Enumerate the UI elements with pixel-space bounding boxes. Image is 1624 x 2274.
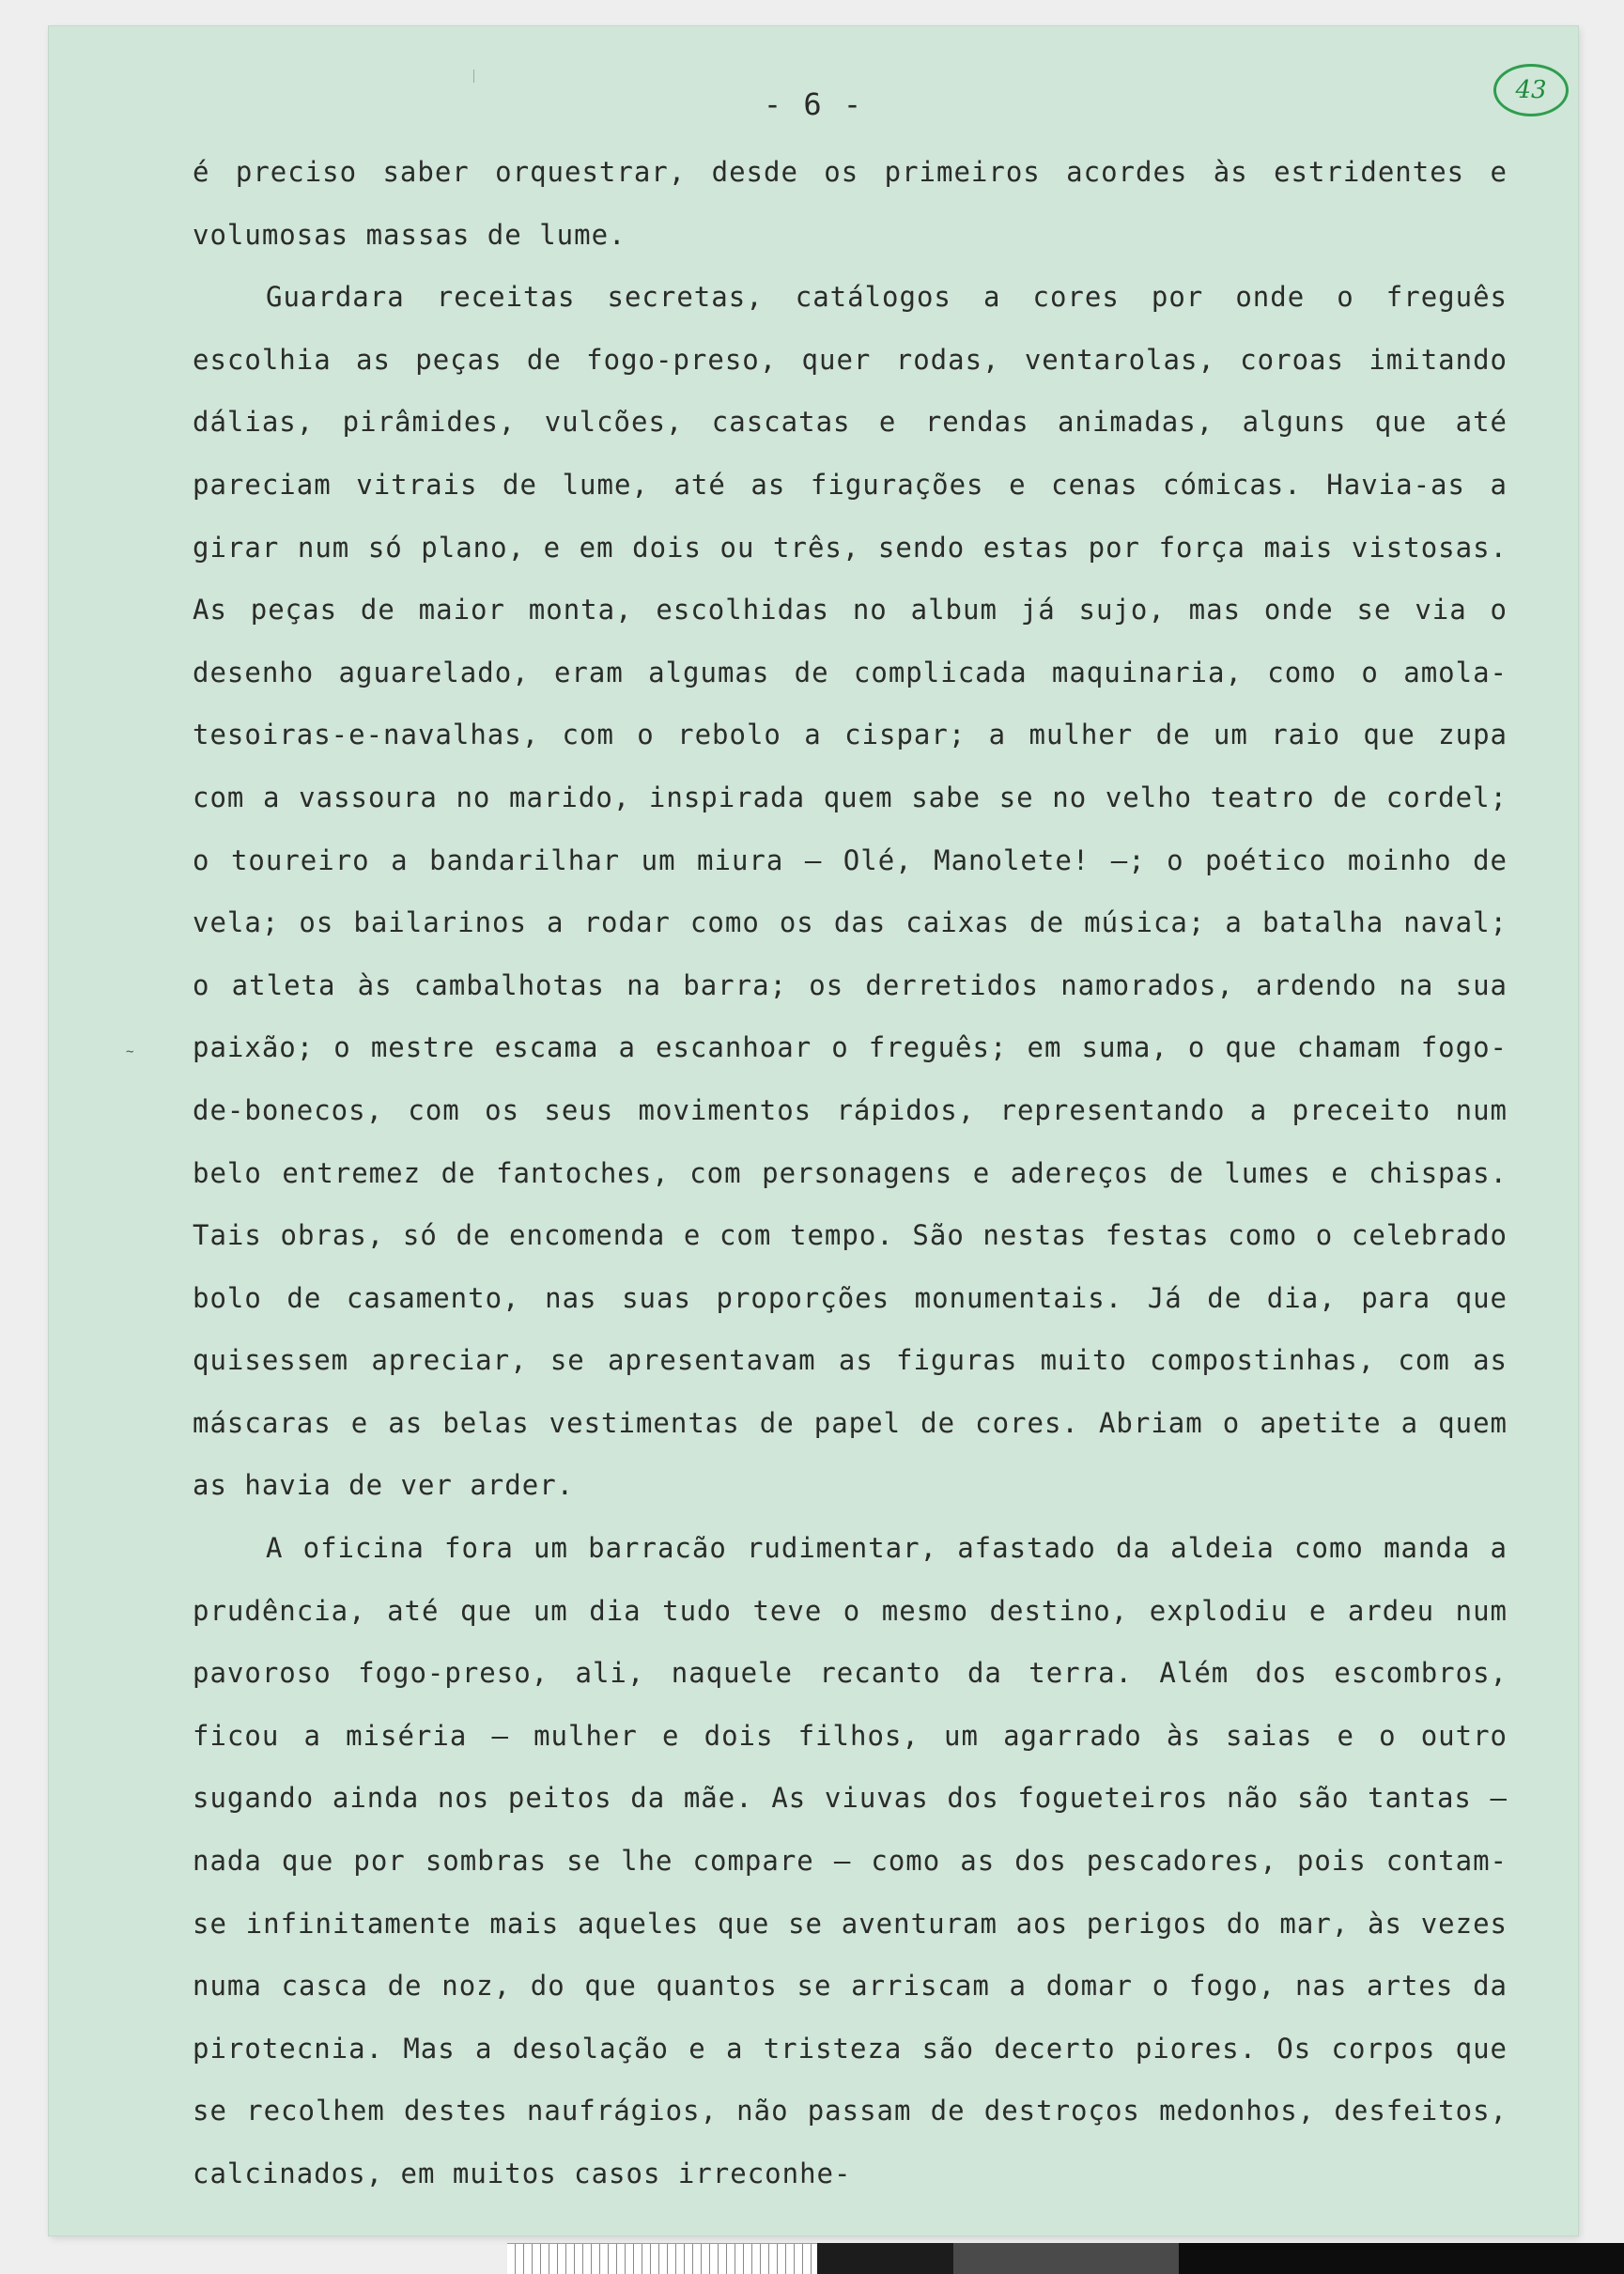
paragraph: A oficina fora um barracão rudimentar, afastado da aldeia como manda a prudência, até que um dia tudo teve o mesmo destino, explodiu e ardeu num pavoroso fogo-preso, ali, naquele recanto da terra. Além dos escombros, ficou a miséria — mulher e dois filhos, um agarrado às saias e o outro sugando ainda nos peitos da mãe. As viuvas dos fogueteiros não são tantas — nada que por sombras se lhe compare — como as dos pescadores, pois contam-se infinitamente mais aqueles que se aventuram aos perigos do mar, às vezes numa casca de noz, do que quantos se arriscam a domar o fogo, nas artes da pirotecnia. Mas a desolação e a tristeza são decerto piores. Os corpos que se recolhem destes naufrágios, não passam de destroços medonhos, desfeitos, calcinados, em muitos casos irreconhe-: [193, 1532, 1508, 2189]
typed-text-body: [193, 141, 1508, 2205]
folio-number-circle: [1493, 64, 1569, 116]
folio-number: 43: [1515, 76, 1547, 104]
ruler-dark-segment: [817, 2243, 953, 2274]
paper-speck: [473, 70, 480, 83]
ruler-black-segment: [1179, 2243, 1624, 2274]
scale-ruler: [507, 2243, 1624, 2274]
margin-mark: ~: [126, 1044, 134, 1060]
ruler-white-segment: [507, 2243, 817, 2274]
paragraph: é preciso saber orquestrar, desde os primeiros acordes às estridentes e volumosas massas de lume.: [193, 156, 1508, 251]
paragraph: Guardara receitas secretas, catálogos a cores por onde o freguês escolhia as peças de fogo-preso, quer rodas, ventarolas, coroas imitando dálias, pirâmides, vulcões, cascatas e rendas animadas, alguns que até pareciam vitrais de lume, até as figurações e cenas cómicas. Havia-as a girar num só plano, e em dois ou três, sendo estas por força mais vistosas. As peças de maior monta, escolhidas no album já sujo, mas onde se via o desenho aguarelado, eram algumas de complicada maquinaria, como o amola-tesoiras-e-navalhas, com o rebolo a cispar; a mulher de um raio que zupa com a vassoura no marido, inspirada quem sabe se no velho teatro de cordel; o toureiro a bandarilhar um miura — Olé, Manolete! —; o poético moinho de vela; os bailarinos a rodar como os das caixas de música; a batalha naval; o atleta às cambalhotas na barra; os derretidos namorados, ardendo na sua paixão; o mestre escama a escanhoar o freguês; em suma, o que chamam fogo-de-bonecos, com os seus movimentos rápidos, representando a preceito num belo entremez de fantoches, com personagens e adereços de lumes e chispas. Tais obras, só de encomenda e com tempo. São nestas festas como o celebrado bolo de casamento, nas suas proporções monumentais. Já de dia, para que quisessem apreciar, se apresentavam as figuras muito compostinhas, com as máscaras e as belas vestimentas de papel de cores. Abriam o apetite a quem as havia de ver arder.: [193, 281, 1508, 1502]
page-number: - 6 -: [763, 86, 864, 122]
ruler-grey-segment: [953, 2243, 1179, 2274]
